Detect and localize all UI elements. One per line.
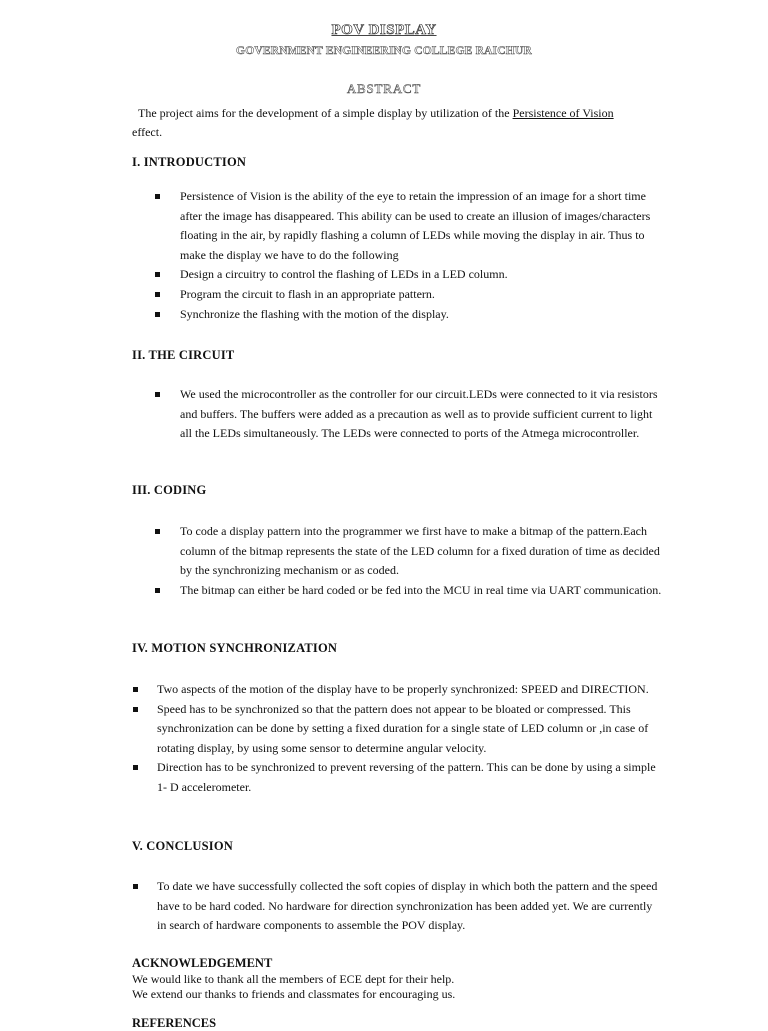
acknowledgement-line: We would like to thank all the members of ECE dept for their help.	[132, 972, 455, 986]
section-heading-motion-synchronization: IV. MOTION SYNCHRONIZATION	[132, 641, 338, 655]
bullet-square-icon	[133, 707, 138, 712]
acknowledgement-heading: ACKNOWLEDGEMENT	[132, 956, 273, 970]
document-title: POV DISPLAY	[331, 22, 437, 38]
conclusion-list	[157, 877, 662, 936]
list-item: Speed has to be synchronized so that the pattern does not appear to be bloated or compressed. This synchronization can be done by setting a fixed duration for a single state of LED column or ,in case of rotating display, by using some sensor to determine angular velocity.	[157, 700, 662, 759]
bullet-square-icon	[155, 392, 160, 397]
section-heading-circuit: II. THE CIRCUIT	[132, 348, 235, 362]
abstract-paragraph	[132, 104, 692, 142]
list-item: We used the microcontroller as the controller for our circuit.LEDs were connected to it via resistors and buffers. The buffers were added as a precaution as well as to provide sufficient current to light all the LEDs simultaneously. The LEDs were connected to ports of the Atmega microcontroller.	[180, 385, 662, 444]
bullet-square-icon	[133, 884, 138, 889]
introduction-list	[180, 187, 662, 324]
bullet-square-icon	[133, 687, 138, 692]
list-item: Synchronize the flashing with the motion of the display.	[180, 305, 662, 325]
coding-list	[180, 522, 662, 600]
references-heading: REFERENCES	[132, 1016, 217, 1030]
abstract-text-start: The project aims for the development of a simple display by utilization of the	[138, 106, 513, 120]
bullet-square-icon	[133, 765, 138, 770]
list-item: Direction has to be synchronized to prevent reversing of the pattern. This can be done by using a simple 1- D accelerometer.	[157, 758, 662, 797]
section-heading-introduction: I. INTRODUCTION	[132, 155, 247, 169]
bullet-square-icon	[155, 312, 160, 317]
bullet-square-icon	[155, 272, 160, 277]
acknowledgement-line: We extend our thanks to friends and classmates for encouraging us.	[132, 987, 456, 1001]
list-item: Two aspects of the motion of the display have to be properly synchronized: SPEED and DIRECTION.	[157, 680, 662, 700]
list-item: Program the circuit to flash in an appropriate pattern.	[180, 285, 662, 305]
bullet-square-icon	[155, 194, 160, 199]
college-name: GOVERNMENT ENGINEERING COLLEGE RAICHUR	[236, 45, 532, 57]
abstract-text-end: effect.	[132, 125, 163, 139]
list-item: To date we have successfully collected the soft copies of display in which both the pattern and the speed have to be hard coded. No hardware for direction synchronization has been added yet. We are currently in search of hardware components to assemble the POV display.	[157, 877, 662, 936]
section-heading-coding: III. CODING	[132, 483, 207, 497]
list-item: The bitmap can either be hard coded or be fed into the MCU in real time via UART communication.	[180, 581, 662, 601]
list-item: Design a circuitry to control the flashing of LEDs in a LED column.	[180, 265, 662, 285]
persistence-of-vision-term: Persistence of Vision	[512, 106, 614, 120]
abstract-heading: ABSTRACT	[346, 81, 422, 96]
acknowledgement-text	[132, 972, 692, 1002]
list-item: Persistence of Vision is the ability of the eye to retain the impression of an image for a short time after the image has disappeared. This ability can be used to create an illusion of images/characters floating in the air, by rapidly flashing a column of LEDs while moving the display in air. Thus to make the display we have to do the following	[180, 187, 662, 265]
list-item: To code a display pattern into the programmer we first have to make a bitmap of the pattern.Each column of the bitmap represents the state of the LED column for a fixed duration of time as decided by the synchronizing mechanism or as coded.	[180, 522, 662, 581]
circuit-list	[180, 385, 662, 444]
motion-synchronization-list	[157, 680, 662, 798]
bullet-square-icon	[155, 529, 160, 534]
bullet-square-icon	[155, 588, 160, 593]
bullet-square-icon	[155, 292, 160, 297]
section-heading-conclusion: V. CONCLUSION	[132, 839, 234, 853]
